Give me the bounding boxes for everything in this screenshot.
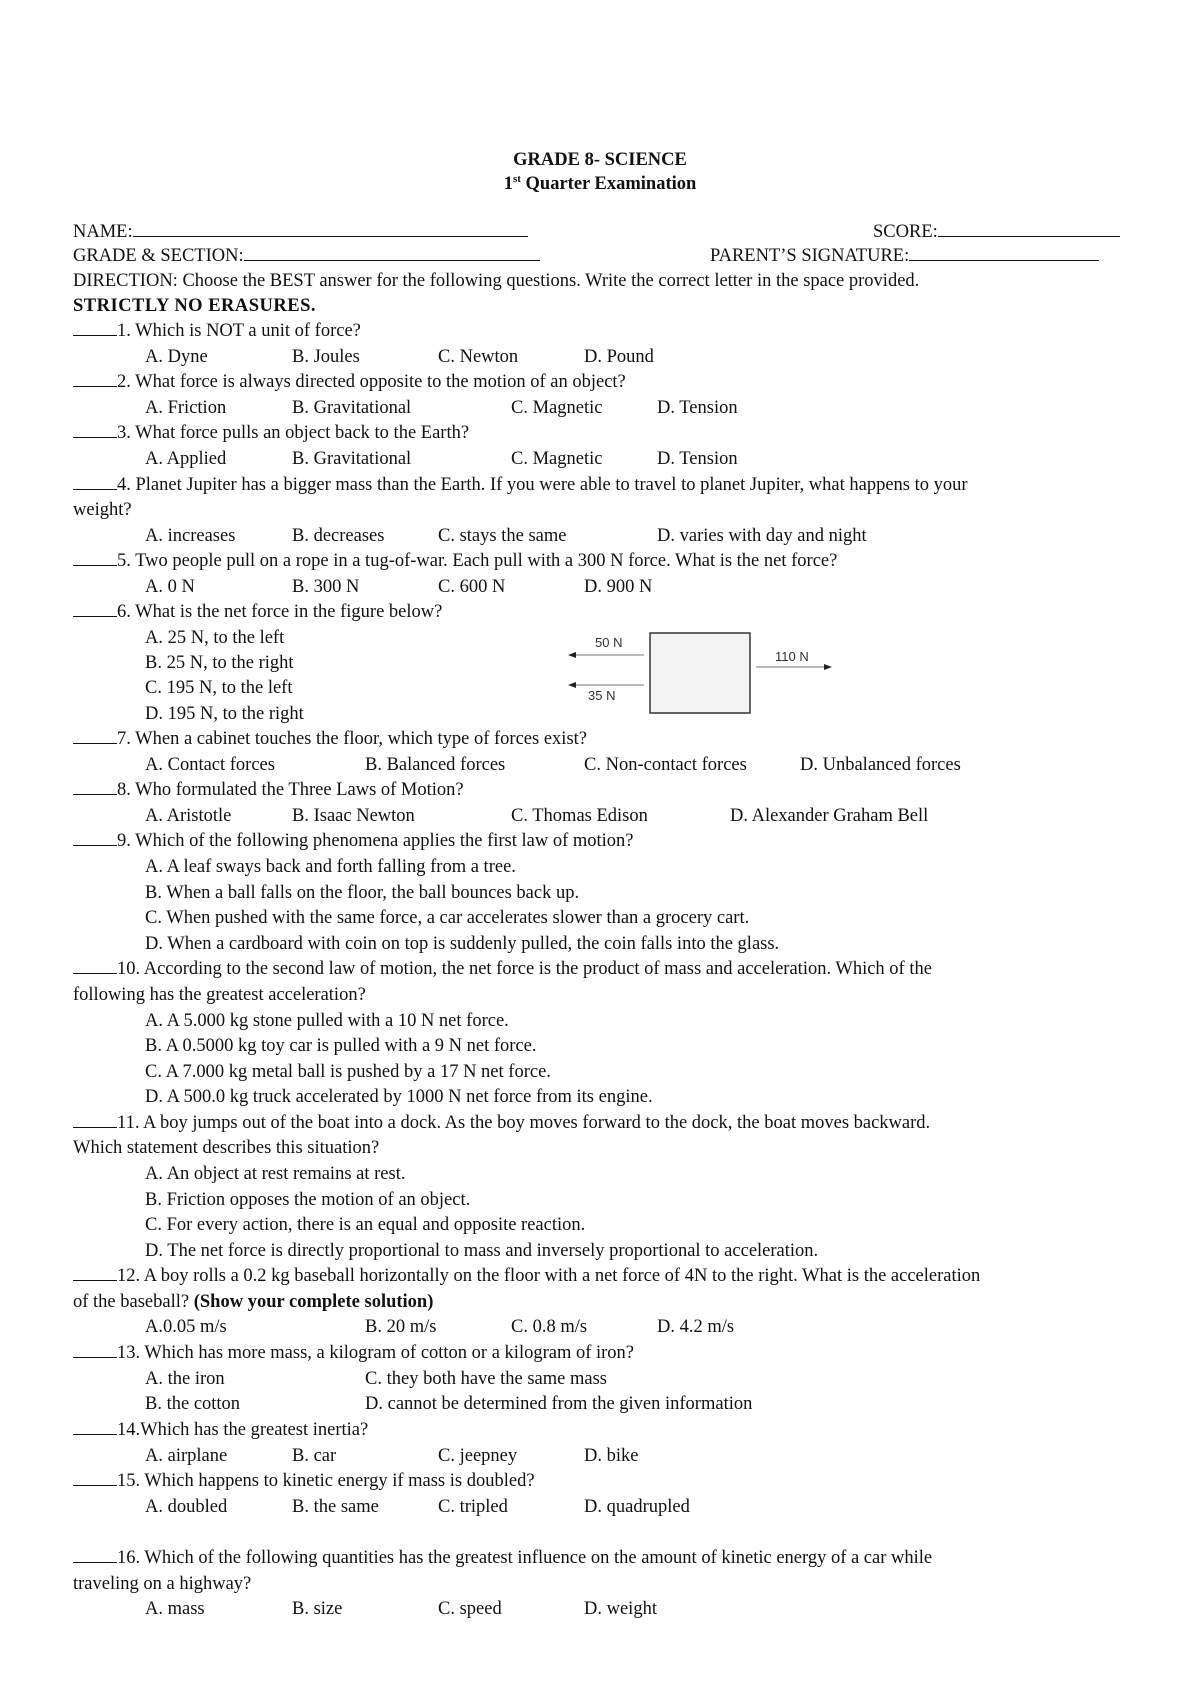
q10-option-d: D. A 500.0 kg truck accelerated by 1000 N net force from its engine. [145, 1087, 653, 1107]
name-blank[interactable] [133, 220, 528, 237]
q11-option-d: D. The net force is directly proportional to mass and inversely proportional to acceleration. [145, 1241, 819, 1261]
q11-option-b: B. Friction opposes the motion of an object. [145, 1190, 471, 1210]
q6-option-c: C. 195 N, to the left [145, 678, 293, 698]
q1-option-c: C. Newton [438, 347, 519, 367]
subtitle-rest: Quarter Examination [520, 174, 697, 195]
answer-blank-6[interactable] [73, 600, 117, 617]
q5-option-b: B. 300 N [292, 577, 360, 597]
q7-option-a: A. Contact forces [145, 755, 275, 775]
question-12-bold-note: (Show your complete solution) [193, 1292, 434, 1312]
q10-option-a: A. A 5.000 kg stone pulled with a 10 N net force. [145, 1011, 509, 1031]
question-5-text: 5. Two people pull on a rope in a tug-of-war. Each pull with a 300 N force. What is the net force? [117, 551, 838, 571]
question-13-text: 13. Which has more mass, a kilogram of cotton or a kilogram of iron? [117, 1343, 635, 1363]
q11-option-a: A. An object at rest remains at rest. [145, 1164, 406, 1184]
question-10-text: 10. According to the second law of motion, the net force is the product of mass and acceleration. Which of the [117, 959, 932, 979]
grade-section-blank[interactable] [244, 244, 540, 261]
force-diagram [560, 625, 860, 745]
q16-option-a: A. mass [145, 1599, 205, 1619]
q13-option-b: B. the cotton [145, 1394, 241, 1414]
q6-option-d: D. 195 N, to the right [145, 704, 304, 724]
question-11-text: 11. A boy jumps out of the boat into a dock. As the boy moves forward to the dock, the boat moves backward. [117, 1113, 931, 1133]
q7-option-d: D. Unbalanced forces [800, 755, 961, 775]
q13-option-d: D. cannot be determined from the given information [365, 1394, 753, 1414]
q15-option-d: D. quadrupled [584, 1497, 690, 1517]
q1-option-b: B. Joules [292, 347, 360, 367]
question-12-cont [73, 1290, 433, 1314]
question-1-text: 1. Which is NOT a unit of force? [117, 321, 361, 341]
score-field [873, 220, 1120, 244]
question-7-text: 7. When a cabinet touches the floor, which type of forces exist? [117, 729, 587, 749]
question-3-text: 3. What force pulls an object back to the Earth? [117, 423, 470, 443]
answer-blank-5[interactable] [73, 549, 117, 566]
question-9 [73, 829, 634, 853]
answer-blank-2[interactable] [73, 370, 117, 387]
q10-option-b: B. A 0.5000 kg toy car is pulled with a 9 N net force. [145, 1036, 537, 1056]
q3-option-b: B. Gravitational [292, 449, 412, 469]
q8-option-d: D. Alexander Graham Bell [730, 806, 929, 826]
answer-blank-4[interactable] [73, 473, 117, 490]
exam-title: GRADE 8- SCIENCE [513, 150, 687, 170]
parent-signature-field [710, 244, 1099, 268]
q10-option-c: C. A 7.000 kg metal ball is pushed by a 17 N net force. [145, 1062, 551, 1082]
question-6-text: 6. What is the net force in the figure below? [117, 602, 443, 622]
question-10 [73, 957, 932, 981]
q3-option-c: C. Magnetic [511, 449, 603, 469]
question-11-cont: Which statement describes this situation? [73, 1138, 380, 1158]
answer-blank-8[interactable] [73, 778, 117, 795]
answer-blank-14[interactable] [73, 1418, 117, 1435]
answer-blank-3[interactable] [73, 421, 117, 438]
q14-option-c: C. jeepney [438, 1446, 518, 1466]
q2-option-c: C. Magnetic [511, 398, 603, 418]
parent-signature-label: PARENT’S SIGNATURE: [710, 246, 910, 266]
question-16-text: 16. Which of the following quantities has the greatest influence on the amount of kinetic energy of a car while [117, 1548, 933, 1568]
grade-section-label: GRADE & SECTION: [73, 246, 244, 266]
q1-option-d: D. Pound [584, 347, 654, 367]
name-label: NAME: [73, 222, 133, 242]
answer-blank-9[interactable] [73, 829, 117, 846]
q9-option-b: B. When a ball falls on the floor, the ball bounces back up. [145, 883, 580, 903]
question-8 [73, 778, 464, 802]
question-3 [73, 421, 469, 445]
label-110n: 110 N [775, 649, 809, 664]
question-12-cont-text: of the baseball? [73, 1292, 190, 1312]
left-arrow-top-head [568, 652, 576, 658]
question-11 [73, 1111, 930, 1135]
q2-option-a: A. Friction [145, 398, 227, 418]
label-35n: 35 N [588, 688, 616, 703]
force-box [650, 633, 750, 713]
answer-blank-7[interactable] [73, 727, 117, 744]
exam-subtitle [0, 173, 1200, 195]
question-14-text: 14.Which has the greatest inertia? [117, 1420, 369, 1440]
q8-option-a: A. Aristotle [145, 806, 232, 826]
q13-option-a: A. the iron [145, 1369, 225, 1389]
grade-section-field [73, 244, 540, 268]
q9-option-d: D. When a cardboard with coin on top is suddenly pulled, the coin falls into the glass. [145, 934, 780, 954]
name-field [73, 220, 528, 244]
q14-option-b: B. car [292, 1446, 337, 1466]
question-15-text: 15. Which happens to kinetic energy if mass is doubled? [117, 1471, 535, 1491]
question-14 [73, 1418, 368, 1442]
q5-option-c: C. 600 N [438, 577, 506, 597]
question-12-text: 12. A boy rolls a 0.2 kg baseball horizontally on the floor with a net force of 4N to the right. What is the acceleration [117, 1266, 981, 1286]
q15-option-b: B. the same [292, 1497, 379, 1517]
q7-option-c: C. Non-contact forces [584, 755, 747, 775]
q4-option-c: C. stays the same [438, 526, 567, 546]
q16-option-b: B. size [292, 1599, 343, 1619]
question-8-text: 8. Who formulated the Three Laws of Motion? [117, 780, 464, 800]
answer-blank-12[interactable] [73, 1264, 117, 1281]
answer-blank-13[interactable] [73, 1341, 117, 1358]
answer-blank-16[interactable] [73, 1546, 117, 1563]
q6-option-a: A. 25 N, to the left [145, 628, 285, 648]
question-2 [73, 370, 626, 394]
q3-option-d: D. Tension [657, 449, 738, 469]
q9-option-a: A. A leaf sways back and forth falling from a tree. [145, 857, 516, 877]
q4-option-d: D. varies with day and night [657, 526, 867, 546]
question-4 [73, 473, 968, 497]
answer-blank-10[interactable] [73, 957, 117, 974]
strict-note: STRICTLY NO ERASURES. [73, 296, 317, 316]
score-blank[interactable] [938, 220, 1120, 237]
q2-option-b: B. Gravitational [292, 398, 412, 418]
left-arrow-bottom-head [568, 682, 576, 688]
q13-option-c: C. they both have the same mass [365, 1369, 607, 1389]
question-15 [73, 1469, 535, 1493]
subtitle-ordinal: 1 [503, 174, 513, 195]
q11-option-c: C. For every action, there is an equal and opposite reaction. [145, 1215, 586, 1235]
label-50n: 50 N [595, 635, 623, 650]
q12-option-a: A.0.05 m/s [145, 1317, 227, 1337]
question-6 [73, 600, 442, 624]
q4-option-b: B. decreases [292, 526, 385, 546]
question-4-cont: weight? [73, 500, 132, 520]
question-16-cont: traveling on a highway? [73, 1574, 252, 1594]
answer-blank-11[interactable] [73, 1111, 117, 1128]
subtitle-sup: st [512, 173, 521, 185]
question-16 [73, 1546, 932, 1570]
question-5 [73, 549, 837, 573]
question-10-cont: following has the greatest acceleration? [73, 985, 366, 1005]
direction-text: DIRECTION: Choose the BEST answer for the following questions. Write the correct letter in the space provided. [73, 271, 920, 291]
q15-option-c: C. tripled [438, 1497, 508, 1517]
q16-option-d: D. weight [584, 1599, 657, 1619]
question-12 [73, 1264, 980, 1288]
parent-signature-blank[interactable] [909, 244, 1099, 261]
q3-option-a: A. Applied [145, 449, 227, 469]
q5-option-a: A. 0 N [145, 577, 195, 597]
score-label: SCORE: [873, 222, 938, 242]
q16-option-c: C. speed [438, 1599, 502, 1619]
question-2-text: 2. What force is always directed opposite to the motion of an object? [117, 372, 626, 392]
q14-option-d: D. bike [584, 1446, 639, 1466]
question-13 [73, 1341, 634, 1365]
q8-option-b: B. Isaac Newton [292, 806, 415, 826]
right-arrow-head [824, 664, 832, 670]
q4-option-a: A. increases [145, 526, 236, 546]
q8-option-c: C. Thomas Edison [511, 806, 648, 826]
q12-option-c: C. 0.8 m/s [511, 1317, 588, 1337]
question-4-text: 4. Planet Jupiter has a bigger mass than the Earth. If you were able to travel to planet Jupiter, what happens to your [117, 475, 968, 495]
q1-option-a: A. Dyne [145, 347, 208, 367]
q15-option-a: A. doubled [145, 1497, 228, 1517]
question-1 [73, 319, 361, 343]
question-9-text: 9. Which of the following phenomena applies the first law of motion? [117, 831, 634, 851]
q12-option-b: B. 20 m/s [365, 1317, 437, 1337]
q9-option-c: C. When pushed with the same force, a car accelerates slower than a grocery cart. [145, 908, 750, 928]
q14-option-a: A. airplane [145, 1446, 228, 1466]
answer-blank-15[interactable] [73, 1469, 117, 1486]
q6-option-b: B. 25 N, to the right [145, 653, 294, 673]
q5-option-d: D. 900 N [584, 577, 653, 597]
q12-option-d: D. 4.2 m/s [657, 1317, 735, 1337]
question-7 [73, 727, 587, 751]
answer-blank-1[interactable] [73, 319, 117, 336]
q2-option-d: D. Tension [657, 398, 738, 418]
q7-option-b: B. Balanced forces [365, 755, 506, 775]
